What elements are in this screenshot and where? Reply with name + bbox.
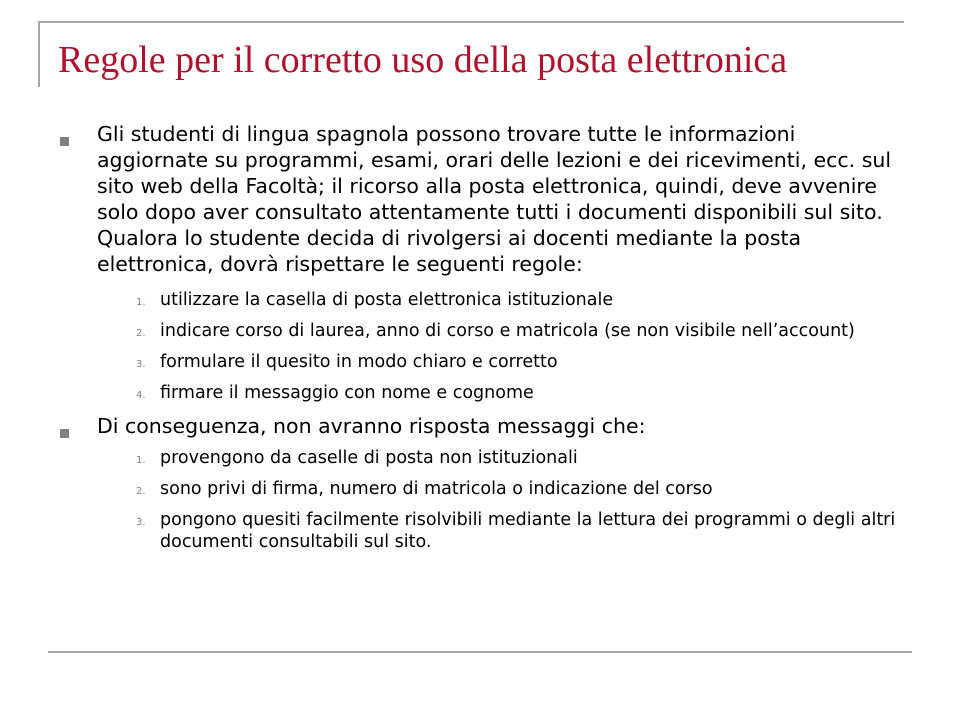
list-item [97,320,908,342]
bullet-text: Gli studenti di lingua spagnola possono trovare tutte le informazioni aggiornate su programmi, esami, orari delle lezioni e dei ricevimenti, ecc. sul sito web della Facoltà; il ricorso alla posta elettronica, quindi, deve avvenire solo dopo aver consultato attentamente tutti i documenti disponibili sul sito. Qualora lo studente decida di rivolgersi ai docenti mediante la posta elettronica, dovrà rispettare le seguenti regole: [97,122,892,276]
square-bullet-icon [60,429,69,438]
rules-list [97,289,908,404]
list-item-text: formulare il quesito in modo chiaro e corretto [160,352,558,372]
bullet-text: Di conseguenza, non avranno risposta messaggi che: [97,414,646,438]
slide-content [58,121,908,562]
list-item-text: provengono da caselle di posta non istituzionali [160,448,578,468]
list-item-number: 1. [136,297,146,308]
list-item-text: pongono quesiti facilmente risolvibili mediante la lettura dei programmi o degli altri documenti consultabili sul sito. [160,510,896,552]
list-item-number: 2. [136,328,146,339]
slide-title: Regole per il corretto uso della posta elettronica [58,39,788,81]
bullet-consequences [58,413,908,553]
list-item-number: 1. [136,455,146,466]
list-item [97,351,908,373]
list-item [97,382,908,404]
list-item-number: 3. [136,517,146,528]
list-item-number: 4. [136,390,146,401]
list-item [97,289,908,311]
bottom-rule [48,651,912,653]
list-item-text: sono privi di firma, numero di matricola o indicazione del corso [160,479,713,499]
list-item [97,478,908,500]
list-item [97,447,908,469]
bullet-rules-intro [58,121,908,404]
list-item [97,509,908,553]
list-item-number: 3. [136,359,146,370]
left-rule [38,21,40,87]
top-rule [38,21,904,23]
consequences-list [97,447,908,553]
list-item-text: firmare il messaggio con nome e cognome [160,383,534,403]
list-item-text: indicare corso di laurea, anno di corso e matricola (se non visibile nell’account) [160,321,855,341]
list-item-text: utilizzare la casella di posta elettronica istituzionale [160,290,614,310]
list-item-number: 2. [136,486,146,497]
square-bullet-icon [60,137,69,146]
